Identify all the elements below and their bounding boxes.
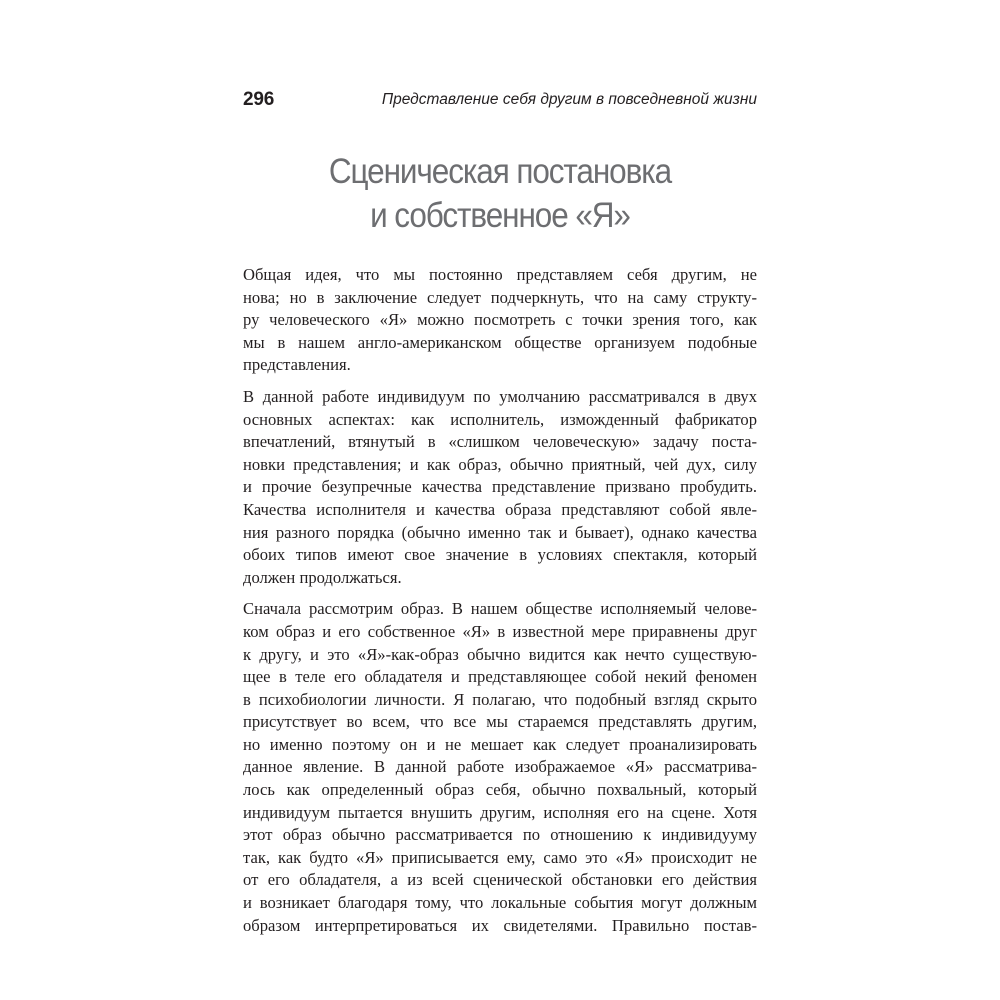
text-line: к другу, и это «Я»-как-образ обычно видится как нечто существую- <box>243 644 757 664</box>
text-line: Качества исполнителя и качества образа представляют собой явле- <box>243 499 757 519</box>
running-header: Представление себя другим в повседневной жизни <box>381 91 757 108</box>
text-line: лось как определенный образ себя, обычно похвальный, который <box>243 780 757 800</box>
text-line: ком образ и его собственное «Я» в известной мере приравнены друг <box>243 621 757 641</box>
chapter-title-line: и собственное «Я» <box>370 196 630 235</box>
text-line: В данной работе индивидуум по умолчанию рассматривался в двух <box>243 386 757 406</box>
paragraph <box>243 598 757 937</box>
text-line: присутствует во всем, что все мы стараемся представлять другим, <box>243 712 757 732</box>
text-line: данное явление. В данной работе изображаемое «Я» рассматрива- <box>243 757 757 777</box>
text-line: ния разного порядка (обычно именно так и бывает), однако качества <box>243 522 757 542</box>
text-line: мы в нашем англо-американском обществе организуем подобные <box>243 332 757 352</box>
text-line: так, как будто «Я» приписывается ему, само это «Я» происходит не <box>243 847 757 867</box>
text-line: впечатлений, втянутый в «слишком человеческую» задачу поста- <box>243 432 757 452</box>
text-line: и возникает благодаря тому, что локальные события могут должным <box>243 893 757 913</box>
text-line: и прочие безупречные качества представление призвано пробудить. <box>243 477 757 497</box>
text-line: нова; но в заключение следует подчеркнуть, что на саму структу- <box>243 287 757 307</box>
text-line: от его обладателя, а из всей сценической обстановки его действия <box>243 870 757 890</box>
body-text <box>243 264 757 946</box>
chapter-title-line: Сценическая постановка <box>328 152 672 191</box>
text-line: щее в теле его обладателя и представляющее собой некий феномен <box>243 667 757 687</box>
paragraph <box>243 386 757 589</box>
text-line: Общая идея, что мы постоянно представляем себя другим, не <box>243 265 757 284</box>
text-line: ру человеческого «Я» можно посмотреть с точки зрения того, как <box>243 310 757 330</box>
text-line: обоих типов имеют свое значение в условиях спектакля, который <box>243 545 757 565</box>
text-line: в психобиологии личности. Я полагаю, что подобный взгляд скрыто <box>243 689 757 709</box>
text-line: представления. <box>243 355 351 375</box>
text-line: основных аспектах: как исполнитель, изможденный фабрикатор <box>243 409 757 429</box>
paragraph <box>243 264 757 377</box>
text-line: новки представления; и как образ, обычно приятный, чей дух, силу <box>243 454 757 474</box>
text-line: этот образ обычно рассматривается по отношению к индивидууму <box>243 825 757 845</box>
text-line: образом интерпретироваться их свидетелями. Правильно постав- <box>243 915 757 935</box>
text-line: Сначала рассмотрим образ. В нашем обществе исполняемый челове- <box>243 599 757 619</box>
page-number: 296 <box>243 89 275 110</box>
text-line: индивидуум пытается внушить другим, исполняя его на сцене. Хотя <box>243 802 757 822</box>
text-line: должен продолжаться. <box>243 567 402 587</box>
chapter-title <box>269 150 732 238</box>
text-line: но именно поэтому он и не мешает как следует проанализировать <box>243 734 757 754</box>
